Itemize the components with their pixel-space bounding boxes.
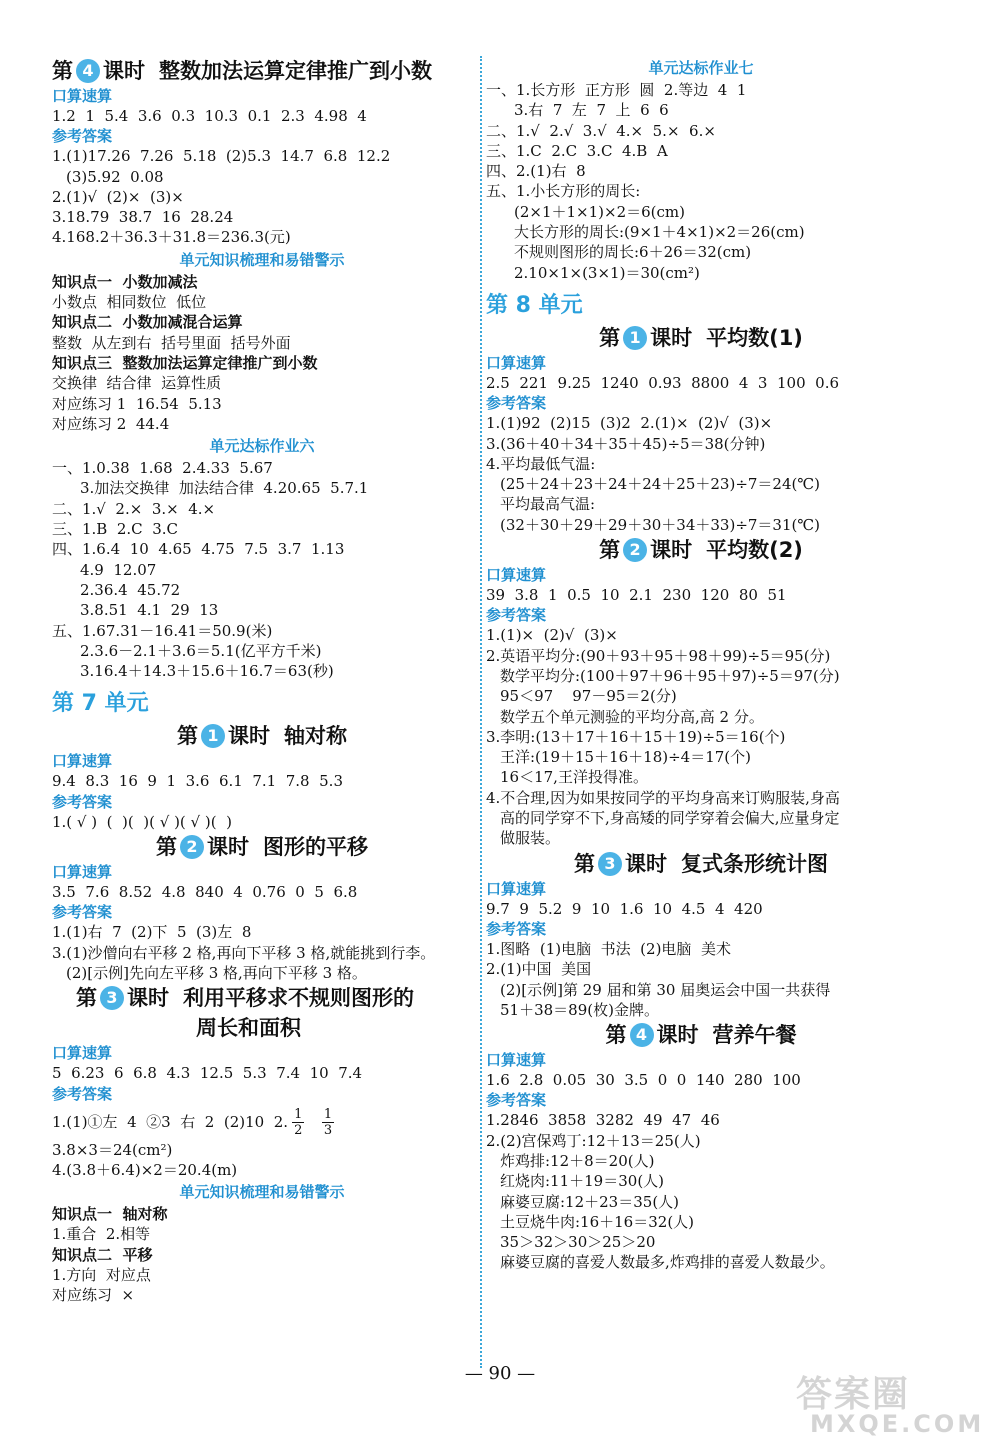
answer-line: 39 3.8 1 0.5 10 2.1 230 120 80 51 [486,586,787,605]
answer-line: 16＜17,王洋投得准。 [500,768,648,787]
lesson-suffix: 课时 [656,1023,699,1048]
answer-line: 五、1.67.31－16.41＝50.9(米) [52,621,273,640]
section-header: 单元知识梳理和易错警示 [179,250,345,269]
section-label: 参考答案 [52,127,113,146]
answer-line: 3.李明:(13＋17＋16＋15＋19)÷5＝16(个) [486,727,786,746]
answer-line: 1.重合 2.相等 [52,1225,151,1244]
fraction-numerator: 1 [323,1107,333,1122]
section-label: 参考答案 [52,1084,113,1103]
lesson-heading [52,983,472,1043]
section-header: 单元达标作业六 [209,437,315,456]
lesson-title: 利用平移求不规则图形的 [183,986,414,1011]
lesson-title: 平均数(1) [706,325,803,350]
answer-line: 红烧肉:11＋19＝30(人) [500,1172,665,1191]
section-label: 口算速算 [52,863,113,882]
section-label: 口算速算 [52,87,113,105]
answer-line: 3.右 7 左 7 上 6 6 [514,101,669,120]
answer-line: 不规则图形的周长:6＋26＝32(cm) [514,243,752,262]
answer-line: 3.加法交换律 加法结合律 4.20.65 5.7.1 [80,479,369,498]
answer-line: 2.5 221 9.25 1240 0.93 8800 4 3 100 0.6 [486,373,840,392]
lesson-title: 平均数(2) [706,538,803,563]
answer-line: 1.2846 3858 3282 49 47 46 [486,1111,720,1130]
section-label: 口算速算 [486,566,547,585]
watermark-logo [796,1366,986,1442]
answer-line: 大长方形的周长:(9×1＋4×1)×2＝26(cm) [514,223,805,242]
lesson-prefix: 第 [599,538,621,563]
lesson-heading [486,849,916,879]
answer-line: 51＋38＝89(枚)金牌。 [500,1000,659,1019]
lesson-number-badge: 2 [623,538,647,562]
answer-line: 4.9 12.07 [80,560,157,579]
fraction-numerator: 1 [294,1107,303,1122]
answer-line: (3)5.92 0.08 [66,167,164,186]
lesson-heading [52,56,472,86]
answer-line: 整数 从左到右 括号里面 括号外面 [52,333,291,352]
section-label: 参考答案 [52,792,113,811]
answer-line: 3.8.51 4.1 29 13 [80,601,219,620]
answer-line: 3.(1)沙僧向右平移 2 格,再向下平移 3 格,就能挑到行李。 [52,943,436,962]
lesson-suffix: 课时 [228,724,270,749]
section-label: 口算速算 [52,1044,113,1063]
answer-line: 交换律 结合律 运算性质 [52,374,222,393]
answer-line: 4.(3.8＋6.4)×2＝20.4(m) [52,1160,238,1179]
fraction-denominator: 2 [294,1123,303,1138]
lesson-title: 营养午餐 [712,1023,797,1048]
lesson-suffix: 课时 [127,986,169,1011]
unit-heading: 第 7 单元 [52,691,149,717]
answer-line: 1.(1)右 7 (2)下 5 (3)左 8 [52,923,252,942]
answer-line: 三、1.B 2.C 3.C [52,520,178,539]
answer-line: 麻婆豆腐的喜爱人数最多,炸鸡排的喜爱人数最少。 [500,1253,835,1272]
section-label: 参考答案 [486,919,547,938]
lesson-prefix: 第 [599,325,621,350]
lesson-number-badge: 4 [76,59,100,83]
section-header: 单元达标作业七 [648,59,754,77]
lesson-title: 图形的平移 [263,835,368,860]
knowledge-point: 知识点二 平移 [52,1245,153,1264]
answer-line: 一、1.0.38 1.68 2.4.33 5.67 [52,459,273,478]
answer-line: 三、1.C 2.C 3.C 4.B A [486,141,668,160]
lesson-title: 轴对称 [284,724,347,749]
answer-line: 麻婆豆腐:12＋23＝35(人) [500,1192,680,1211]
left-column [52,56,472,1306]
answer-line: 2.10×1×(3×1)＝30(cm²) [514,263,700,282]
knowledge-point: 知识点一 轴对称 [52,1205,168,1224]
section-label: 口算速算 [486,353,547,372]
answer-line: 高的同学穿不下,身高矮的同学穿着会偏大,应量身定 [500,809,840,828]
answer-line: 四、2.(1)右 8 [486,162,586,181]
answer-line: 做服装。 [500,829,561,848]
answer-line: 五、1.小长方形的周长: [486,182,641,201]
section-label: 参考答案 [486,1091,547,1110]
answer-line: 4.168.2＋36.3＋31.8＝236.3(元) [52,228,291,247]
answer-line: 一、1.长方形 正方形 圆 2.等边 4 1 [486,81,747,99]
lesson-prefix: 第 [177,724,198,749]
watermark-text: 答案圈 [796,1374,911,1415]
answer-line: 4.不合理,因为如果按同学的平均身高来订购服装,身高 [486,788,840,807]
fraction-denominator: 3 [323,1123,333,1138]
lesson-prefix: 第 [605,1023,627,1048]
lesson-suffix: 课时 [207,835,249,860]
answer-line: 1.(1)17.26 7.26 5.18 (2)5.3 14.7 6.8 12.2 [52,147,391,166]
answer-line: 2.3.6－2.1＋3.6＝5.1(亿平方千米) [80,641,322,660]
fraction [292,1107,304,1138]
answer-line: 对应练习 1 16.54 5.13 [52,394,222,413]
lesson-suffix: 课时 [103,59,145,83]
answer-line: 2.(1)√ (2)× (3)× [52,187,184,206]
answer-line: 3.8×3＝24(cm²) [52,1140,173,1159]
knowledge-point: 知识点二 小数加减混合运算 [52,313,243,332]
answer-line: 4.平均最低气温: [486,454,596,473]
answer-line: 3.16.4＋14.3＋15.6＋16.7＝63(秒) [80,662,334,681]
answer-line: 数学平均分:(100＋97＋96＋95＋97)÷5＝97(分) [500,666,840,685]
section-label: 口算速算 [52,752,113,771]
answer-line: 1.6 2.8 0.05 30 3.5 0 0 140 280 100 [486,1071,801,1090]
answer-line: (2)[示例]第 29 届和第 30 届奥运会中国一共获得 [500,980,831,999]
answer-line: (25＋24＋23＋24＋24＋25＋23)÷7＝24(℃) [500,475,820,494]
lesson-suffix: 课时 [650,325,693,350]
answer-line: 1.(1)× (2)√ (3)× [486,626,618,645]
lesson-number-badge: 4 [630,1023,654,1047]
lesson-suffix: 课时 [650,538,693,563]
answer-line: 对应练习 2 44.4 [52,414,170,433]
lesson-prefix: 第 [52,59,73,83]
answer-line: 2.(1)中国 美国 [486,960,592,979]
lesson-number-badge: 1 [201,724,225,748]
lesson-heading [52,832,472,862]
lesson-number-badge: 3 [598,852,622,876]
answer-line: 1.2 1 5.4 3.6 0.3 10.3 0.1 2.3 4.98 4 [52,107,367,125]
answer-line: 2.36.4 45.72 [80,580,181,599]
answer-line: 1.(1)92 (2)15 (3)2 2.(1)× (2)√ (3)× [486,414,773,433]
answer-line: 2.(2)宫保鸡丁:12＋13＝25(人) [486,1131,701,1150]
answer-line: 小数点 相同数位 低位 [52,293,207,312]
lesson-heading [52,721,472,751]
answer-line: 1.( √ ) ( )( )( √ )( √ )( ) [52,812,232,831]
answer-text: 1.(1)①左 4 ②3 右 2 (2)10 2. [52,1112,289,1131]
answer-line: 炸鸡排:12＋8＝20(人) [500,1151,655,1170]
answer-line: 3.5 7.6 8.52 4.8 840 4 0.76 0 5 6.8 [52,883,358,902]
answer-line: 对应练习 × [52,1286,135,1305]
section-label: 口算速算 [486,1051,547,1070]
lesson-title: 整数加法运算定律推广到小数 [159,59,432,83]
section-label: 参考答案 [52,903,113,922]
knowledge-point: 知识点一 小数加减法 [52,272,198,291]
lesson-number-badge: 1 [623,326,647,350]
lesson-number-badge: 3 [100,986,124,1010]
fraction [322,1107,334,1138]
answer-line: 95＜97 97－95＝2(分) [500,687,677,706]
answer-line: 35＞32＞30＞25＞20 [500,1233,656,1252]
answer-line: 9.4 8.3 16 9 1 3.6 6.1 7.1 7.8 5.3 [52,772,343,791]
lesson-title: 复式条形统计图 [681,851,828,876]
lesson-prefix: 第 [156,835,177,860]
answer-line: 2.英语平均分:(90＋93＋95＋98＋99)÷5＝95(分) [486,646,831,665]
section-label: 口算速算 [486,879,547,898]
answer-line: 数学五个单元测验的平均分高,高 2 分。 [500,707,764,726]
lesson-prefix: 第 [76,986,97,1011]
answer-line: 土豆烧牛肉:16＋16＝32(人) [500,1212,695,1231]
section-label: 参考答案 [486,394,547,413]
right-column [486,56,916,1273]
lesson-heading [486,323,916,353]
answer-line: 5 6.23 6 6.8 4.3 12.5 5.3 7.4 10 7.4 [52,1064,363,1083]
lesson-title-line2: 周长和面积 [196,1016,301,1041]
column-divider [480,56,482,1368]
answer-line: 平均最高气温: [500,495,596,514]
lesson-heading [486,1020,916,1050]
answer-line: (2)[示例]先向左平移 3 格,再向下平移 3 格。 [66,963,367,982]
answer-line: 1.方向 对应点 [52,1265,151,1284]
answer-line: 9.7 9 5.2 9 10 1.6 10 4.5 4 420 [486,899,763,918]
answer-line: 3.18.79 38.7 16 28.24 [52,208,234,227]
answer-line: (2×1＋1×1)×2＝6(cm) [514,202,685,221]
lesson-suffix: 课时 [625,851,667,876]
answer-line [52,1104,472,1140]
section-label: 参考答案 [486,606,547,625]
knowledge-point: 知识点三 整数加法运算定律推广到小数 [52,353,318,372]
lesson-prefix: 第 [574,851,595,876]
page-number: — 90 — [464,1363,536,1384]
unit-heading: 第 8 单元 [486,292,583,318]
section-header: 单元知识梳理和易错警示 [179,1183,345,1202]
lesson-number-badge: 2 [180,835,204,859]
answer-line: 3.(36＋40＋34＋35＋45)÷5＝38(分钟) [486,434,766,453]
answer-line: 二、1.√ 2.√ 3.√ 4.× 5.× 6.× [486,121,716,140]
answer-line: 王洋:(19＋15＋16＋18)÷4＝17(个) [500,748,752,767]
answer-line: (32＋30＋29＋29＋30＋34＋33)÷7＝31(℃) [500,515,820,534]
answer-line: 二、1.√ 2.× 3.× 4.× [52,499,216,518]
lesson-heading [486,535,916,565]
watermark-url: MXQE.COM [810,1410,985,1438]
answer-line: 四、1.6.4 10 4.65 4.75 7.5 3.7 1.13 [52,540,345,559]
answer-line: 1.图略 (1)电脑 书法 (2)电脑 美术 [486,939,731,958]
